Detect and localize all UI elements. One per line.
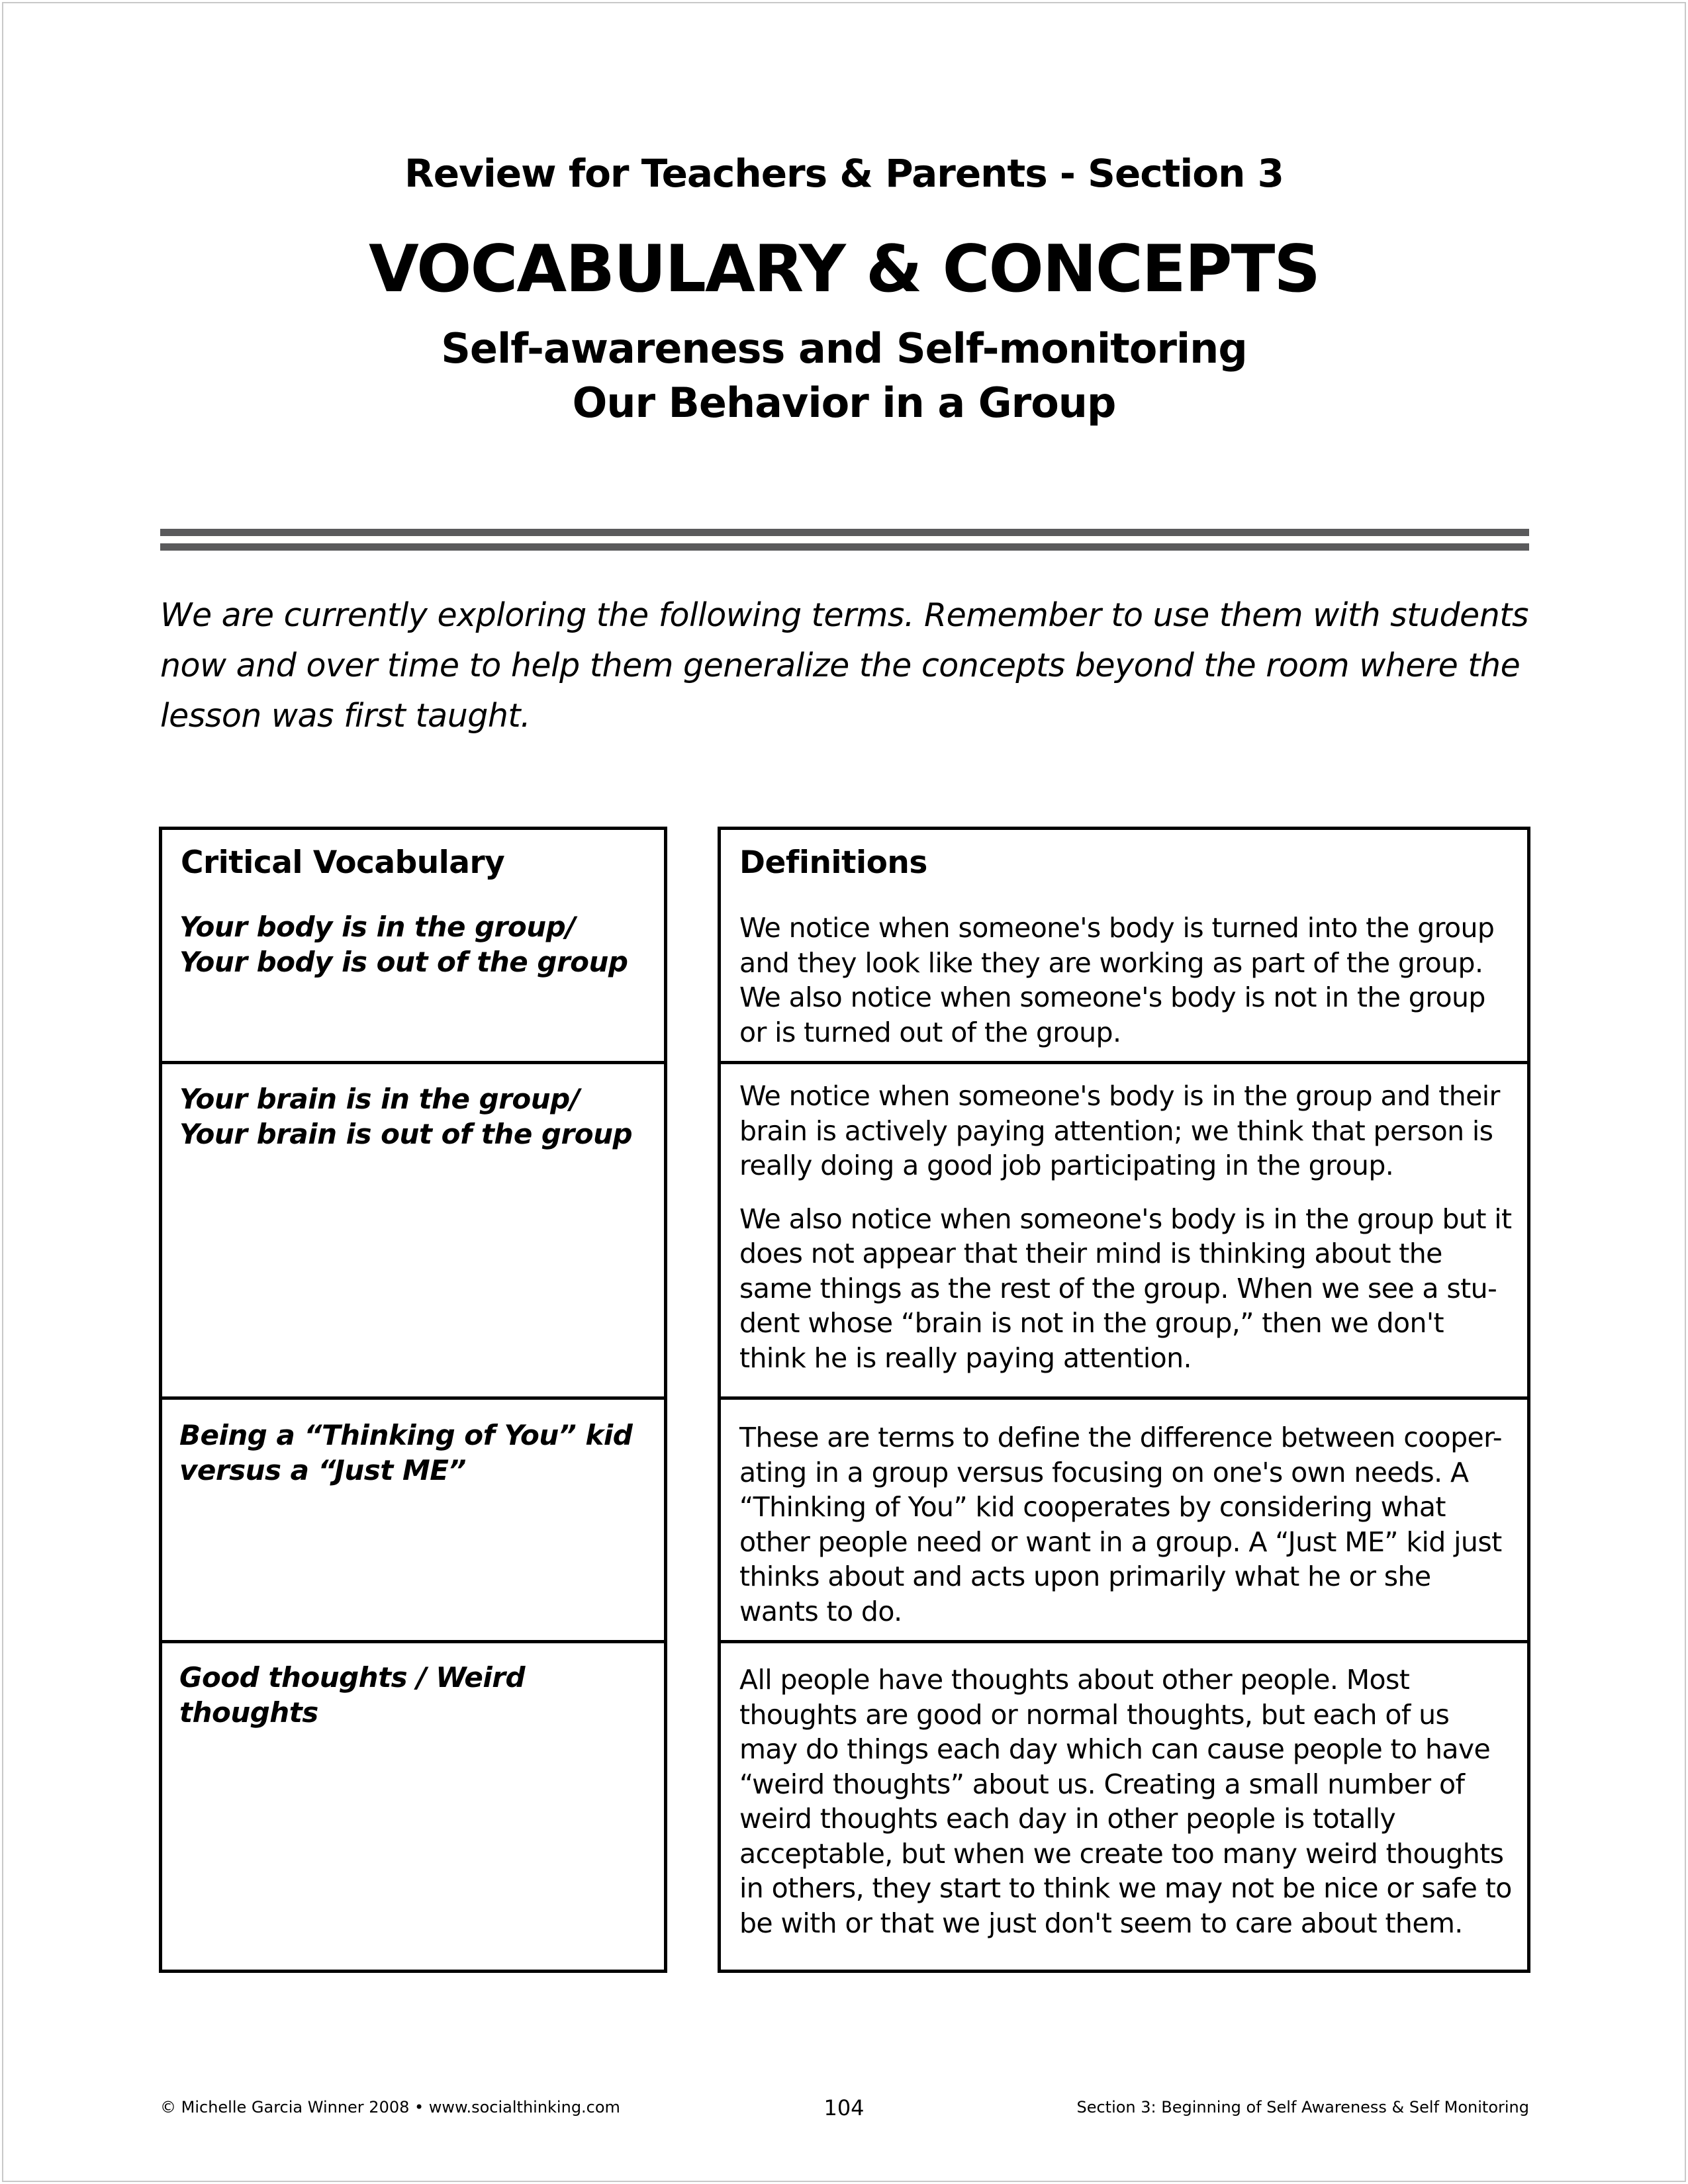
definition-text — [739, 911, 1514, 1050]
definition-paragraph: We notice when someone's body is turned into the group and they look like they are working as part of the group. We also notice when someone's body is not in the group or is turned out of the group. — [739, 912, 1495, 1048]
term-line: Good thoughts / Weird thoughts — [179, 1661, 526, 1729]
subtitle-line-2: Our Behavior in a Group — [572, 379, 1116, 427]
definition-paragraph: These are terms to define the difference between cooper-ating in a group versus focusing on one's own needs. A “Thinking of You” kid cooperates by considering what other people need or want in a group. A “Just ME” kid just thinks about and acts upon primarily what he or she wants to do. — [739, 1422, 1502, 1627]
term-line: Your body is in the group/ — [179, 911, 576, 943]
vocab-term — [179, 1660, 664, 1730]
divider-rule-top — [160, 529, 1529, 536]
vocab-term — [179, 909, 628, 979]
definition-paragraph: We notice when someone's body is in the group and their brain is actively paying attention; we think that person is really doing a good job participating in the group. — [739, 1080, 1500, 1181]
section-title: Review for Teachers & Parents - Section 3 — [404, 151, 1284, 196]
term-line: versus a “Just ME” — [179, 1454, 466, 1486]
term-line: Your body is out of the group — [179, 946, 628, 978]
page-title: VOCABULARY & CONCEPTS — [369, 232, 1319, 307]
term-line: Being a “Thinking of You” kid — [179, 1419, 633, 1451]
definition-text — [739, 1420, 1514, 1629]
row-divider — [162, 1396, 664, 1400]
row-divider — [162, 1061, 664, 1064]
row-divider — [721, 1396, 1527, 1400]
vocabulary-column — [159, 827, 667, 1973]
definition-text — [739, 1079, 1514, 1375]
subtitle-line-1: Self-awareness and Self-monitoring — [441, 324, 1247, 373]
footer-copyright: © Michelle Garcia Winner 2008 • www.socialthinking.com — [160, 2098, 620, 2116]
footer-section: Section 3: Beginning of Self Awareness & Self Monitoring — [1076, 2098, 1529, 2116]
vocabulary-header: Critical Vocabulary — [181, 844, 505, 881]
definitions-header: Definitions — [739, 844, 927, 881]
divider-rule-bottom — [160, 543, 1529, 551]
row-divider — [162, 1640, 664, 1643]
row-divider — [721, 1061, 1527, 1064]
row-divider — [721, 1640, 1527, 1643]
definition-paragraph: We also notice when someone's body is in the group but it does not appear that their mind is thinking about the same things as the rest of the group. When we see a stu-dent whose “brain is not in the group,” then we don't think he is really paying attention. — [739, 1203, 1512, 1374]
term-line: Your brain is in the group/ — [179, 1083, 580, 1115]
intro-paragraph: We are currently exploring the following terms. Remember to use them with students now and over time to help them generalize the concepts beyond the room where the lesson was first taught. — [160, 596, 1529, 735]
definition-paragraph: All people have thoughts about other people. Most thoughts are good or normal thoughts, but each of us may do things each day which can cause people to have “weird thoughts” about us. Creating a small number of weird thoughts each day in other people is totally acceptable, but when we create too many weird thoughts in others, they start to think we may not be nice or safe to be with or that we just don't seem to care about them. — [739, 1664, 1512, 1939]
term-line: Your brain is out of the group — [179, 1118, 633, 1150]
page-number: 104 — [823, 2095, 865, 2120]
vocab-term — [179, 1418, 632, 1488]
vocab-term — [179, 1081, 632, 1152]
definition-text — [739, 1662, 1514, 1940]
definitions-column — [718, 827, 1530, 1973]
